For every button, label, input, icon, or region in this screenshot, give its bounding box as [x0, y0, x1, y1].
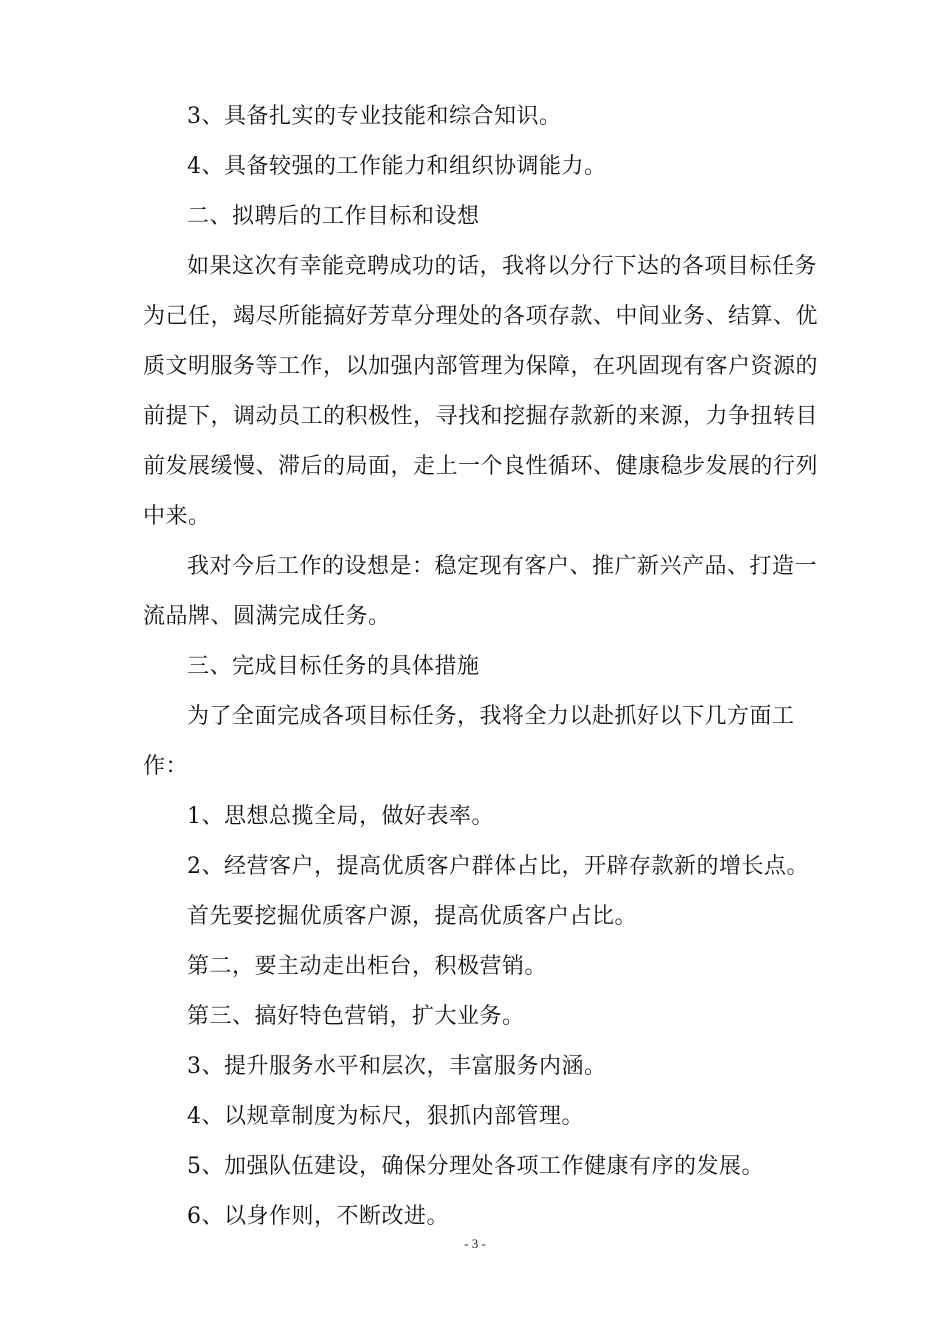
paragraph-requirement-3: 3、具备扎实的专业技能和综合知识。	[187, 104, 562, 129]
list-item-measure-2: 2、经营客户，提高优质客户群体占比，开辟存款新的增长点。	[187, 854, 809, 879]
paragraph-work-plan: 我对今后工作的设想是：稳定现有客户、推广新兴产品、打造一流品牌、圆满完成任务。	[143, 554, 818, 629]
paragraph-measure-2-first: 首先要挖掘优质客户源，提高优质客户占比。	[187, 904, 638, 929]
section-heading-measures: 三、完成目标任务的具体措施	[187, 654, 480, 679]
paragraph-goals-intro: 如果这次有幸能竞聘成功的话，我将以分行下达的各项目标任务为己任，竭尽所能搞好芳草分理处的各项存款、中间业务、结算、优质文明服务等工作，以加强内部管理为保障，在巩固现有客户资源的前提下，调动员工的积极性，寻找和挖掘存款新的来源，力争扭转目前发展缓慢、滞后的局面，走上一个良性循环、健康稳步发展的行列中来。	[143, 254, 819, 529]
document-body	[143, 92, 823, 1242]
list-item-measure-3: 3、提升服务水平和层次，丰富服务内涵。	[187, 1054, 607, 1079]
paragraph-requirement-4: 4、具备较强的工作能力和组织协调能力。	[187, 154, 607, 179]
section-heading-goals: 二、拟聘后的工作目标和设想	[187, 204, 480, 229]
paragraph-measure-2-third: 第三、搞好特色营销，扩大业务。	[187, 1004, 525, 1029]
page-number: - 3 -	[464, 1236, 486, 1251]
paragraph-measures-intro: 为了全面完成各项目标任务，我将全力以赴抓好以下几方面工作：	[143, 704, 795, 779]
paragraph-measure-2-second: 第二，要主动走出柜台，积极营销。	[187, 954, 548, 979]
list-item-measure-1: 1、思想总揽全局，做好表率。	[187, 804, 494, 829]
list-item-measure-5: 5、加强队伍建设，确保分理处各项工作健康有序的发展。	[187, 1154, 764, 1179]
list-item-measure-4: 4、以规章制度为标尺，狠抓内部管理。	[187, 1104, 584, 1129]
list-item-measure-6: 6、以身作则，不断改进。	[187, 1204, 449, 1229]
